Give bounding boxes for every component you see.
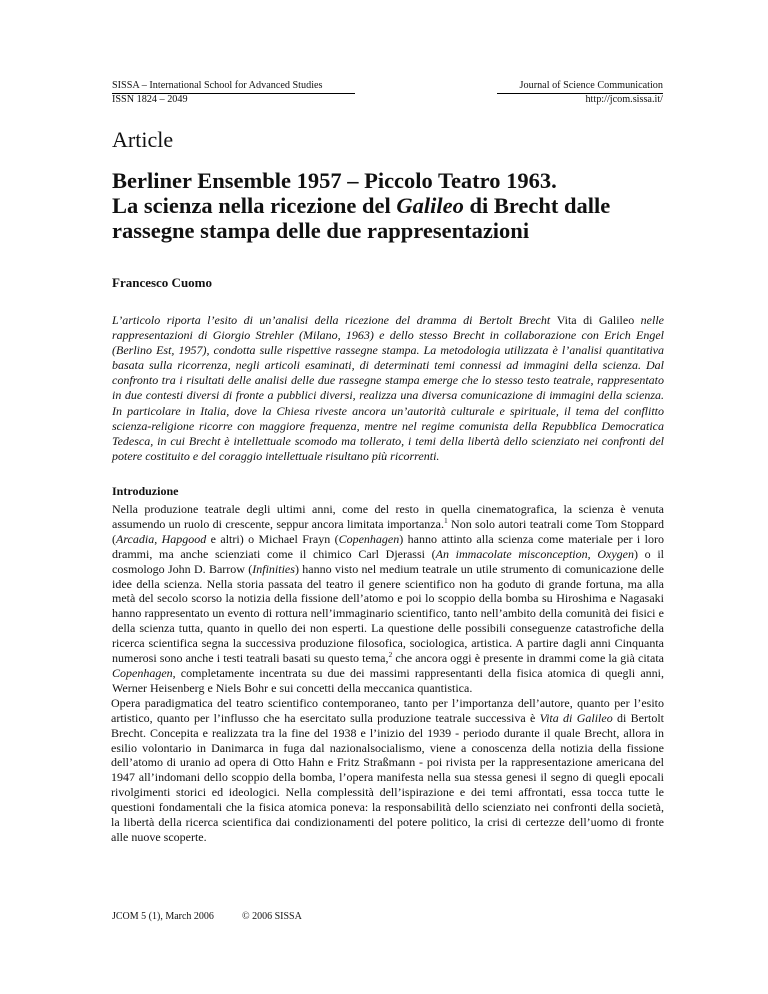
header-issn: ISSN 1824 – 2049 — [112, 94, 188, 105]
body-text — [112, 502, 664, 845]
paragraph-2: Opera paradigmatica del teatro scientifico contemporaneo, tanto per l’importanza dell’autore, quanto per l’esito artistico, quanto per l’influsso che ha esercitato sulla produzione teatrale successiva è Vita di Galileo di Bertolt Brecht. Concepita e realizzata tra la fine del 1938 e l’inizio del 1939 - periodo durante il quale Brecht, allora in esilio volontario in Danimarca in fuga dal nazionalsocialismo, viene a conoscenza della notizia della fissione dell’atomo di uranio ad opera di Otto Hahn e Fritz Straßmann - poi rivista per la rappresentazione americana del 1947 all’indomani dello scoppio della bomba, l’opera manifesta nella sua stessa genesi il segno di quegli epocali rivolgimenti storici ed ideologici. Nella complessità dell’ispirazione e dei temi affrontati, essa tocca tutte le questioni fondamentali che la fisica atomica poneva: la responsabilità dello scienziato nei confronti della società, la libertà della ricerca scientifica dai condizionamenti del potere politico, la crisi di certezze dell’uomo di fronte alle nuove scoperte. — [111, 695, 664, 844]
header-url[interactable]: http://jcom.sissa.it/ — [585, 94, 663, 105]
title-line-1: Berliner Ensemble 1957 – Piccolo Teatro 1963. — [112, 168, 557, 193]
article-title — [112, 168, 672, 243]
footer-copyright: © 2006 SISSA — [242, 911, 302, 922]
footnote-ref-2[interactable]: 2 — [388, 650, 393, 660]
paragraph-1: Nella produzione teatrale degli ultimi anni, come del resto in quella cinematografica, la scienza è venuta assumendo un ruolo di crescente, seppur ancora limitata importanza.$^1$ Non solo autori teatrali come Tom Stoppard (Arcadia, Hapgood e altri) o Michael Frayn (Copenhagen) hanno attinto alla scienza come materiale per i loro drammi, ma anche scienziati come il chimico Carl Djerassi (An immacolate misconception, Oxygen) o il cosmologo John D. Barrow (Infinities) hanno visto nel medium teatrale un utile strumento di comunicazione delle idee della scienza. Nella storia passata del teatro il genere scientifico non ha goduto di grande fortuna, ma alla metà del secolo scorso la notizia della fissione dell’atomo e poi lo scoppio della bomba su Hiroshima e Nagasaki hanno rappresentato un evento di rottura nell’immaginario scientifico, tanto nell’ambito della comunità dei fisici e della scienza tutta, quanto in quello dei non esperti. La questione delle possibili conseguenze catastrofiche della ricerca scientifica segna la successiva produzione filosofica, sociologica, artistica. A partire dagli anni Cinquanta numerosi sono anche i testi teatrali basati su questo tema,$^2$ che ancora oggi è presente in drammi come la già citata Copenhagen, completamente incentrata su due dei massimi rappresentanti della fisica atomica di quegli anni, Werner Heisenberg e Niels Bohr e sui concetti della meccanica quantistica. — [112, 502, 665, 695]
header-journal: Journal of Science Communication — [519, 80, 663, 91]
title-line-2: La scienza nella ricezione del Galileo di Brecht dalle — [112, 193, 611, 218]
header-rule-right — [497, 93, 663, 94]
footnote-ref-1[interactable]: 1 — [443, 515, 448, 525]
section-label: Article — [112, 127, 174, 152]
header-rule-left — [112, 93, 355, 94]
author-name: Francesco Cuomo — [112, 275, 213, 290]
header-institution: SISSA – International School for Advanced Studies — [112, 80, 323, 91]
abstract-work-title: Vita di Galileo — [556, 313, 635, 327]
abstract: L’articolo riporta l’esito di un’analisi della ricezione del dramma di Bertolt Brecht Vita di Galileo nelle rappresentazioni di Giorgio Strehler (Milano, 1963) e dello stesso Brecht in collaborazione con Erich Engel (Berlino Est, 1957), condotta sulle rispettive rassegne stampa. La metodologia utilizzata è l’analisi quantitativa basata sulla ricorrenza, negli articoli esaminati, di determinati temi connessi ad immagini della scienza. Dal confronto tra i risultati delle analisi delle due rassegne stampa emerge che lo stesso testo teatrale, rappresentato in due contesti diversi di fronte a pubblici diversi, realizza una diversa comunicazione di immagini della scienza. In particolare in Italia, dove la Chiesa riveste ancora un’autorità culturale e spirituale, il tema del conflitto scienza-religione ricorre con maggiore frequenza, mentre nel regime comunista della Repubblica Democratica Tedesca, in cui Brecht è intellettuale scomodo ma tollerato, i temi della libertà dello scienziato nei confronti del potere costituito e del coraggio intellettuale risultano più ricorrenti. — [112, 313, 665, 463]
footer-citation: JCOM 5 (1), March 2006 — [112, 911, 214, 922]
section-heading-introduzione: Introduzione — [112, 484, 179, 498]
title-line-3: rassegne stampa delle due rappresentazioni — [112, 218, 530, 243]
title-italic-galileo: Galileo — [396, 193, 464, 218]
